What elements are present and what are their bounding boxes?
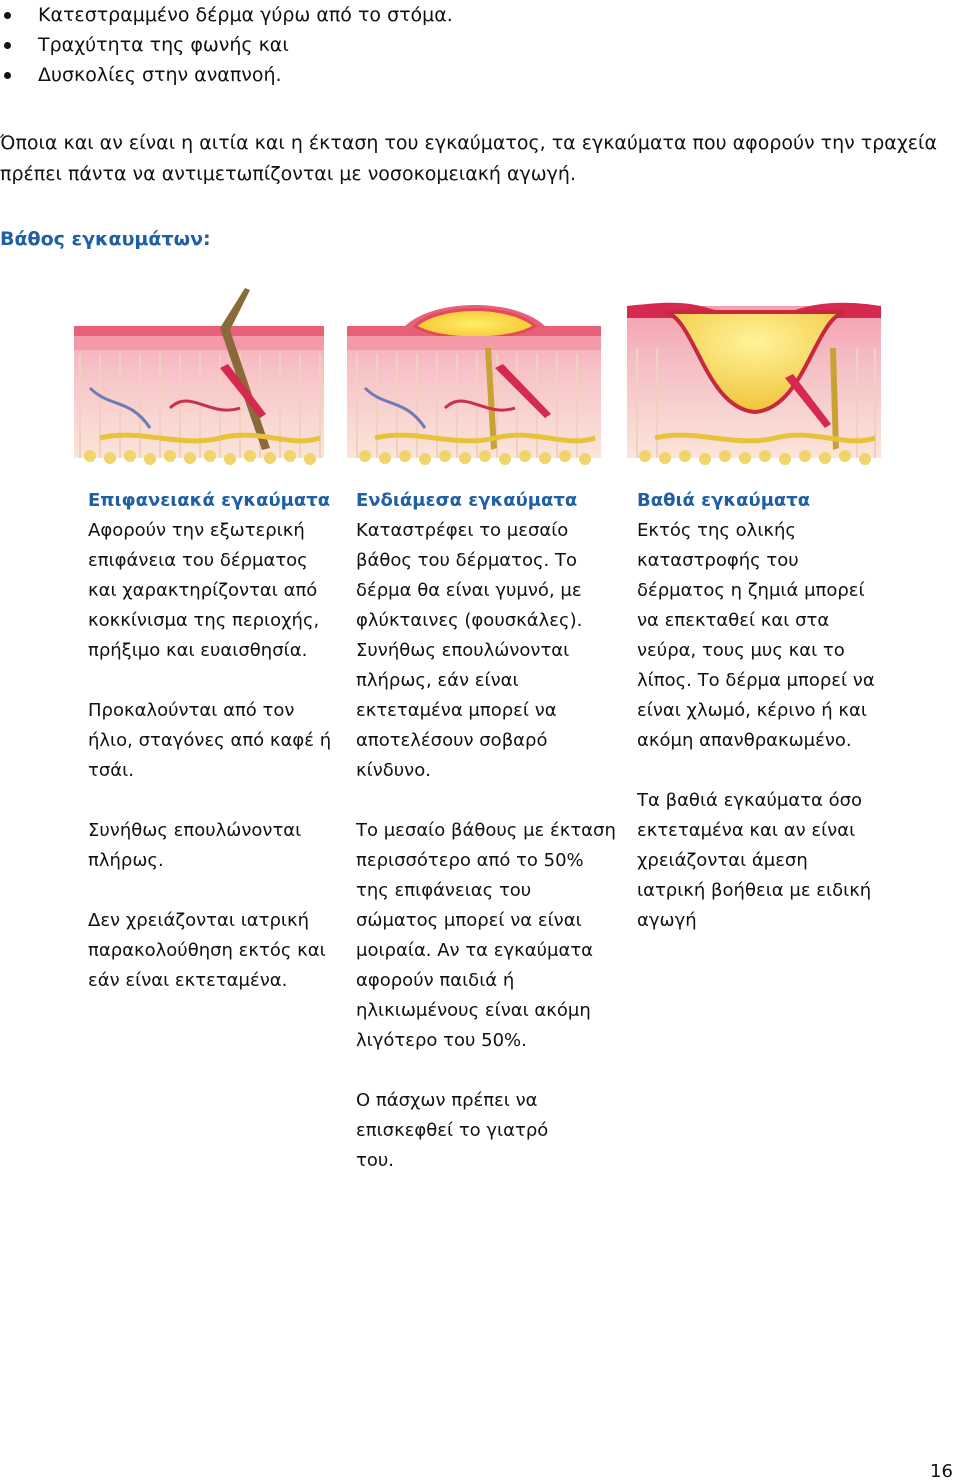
column-paragraph: Εκτός της ολικής καταστροφής του δέρματος η ζημιά μπορεί να επεκταθεί και στα νεύρα, τους μυς και το λίπος. Το δέρμα μπορεί να είναι χλωμό, κέρινο ή και ακόμη απανθρακωμένο. <box>637 520 875 751</box>
skin-full-thickness-burn-illustration <box>625 288 883 470</box>
intro-paragraph: Όποια και αν είναι η αιτία και η έκταση του εγκαύματος, τα εγκαύματα που αφορούν την τραχεία πρέπει πάντα να αντιμετωπίζονται με νοσοκομειακή αγωγή. <box>0 132 938 185</box>
partial-thickness-burns-column <box>356 486 618 1206</box>
page-number: 16 <box>930 1461 953 1482</box>
column-paragraph: Αφορούν την εξωτερική επιφάνεια του δέρματος και χαρακτηρίζονται από κοκκίνισμα της περιοχής, πρήξιμο και ευαισθησία. <box>88 520 320 661</box>
skin-superficial-burn-illustration <box>70 288 328 470</box>
bullet-icon <box>4 42 11 49</box>
list-item-text: Κατεστραμμένο δέρμα γύρω από το στόμα. <box>38 4 453 26</box>
column-paragraph: Καταστρέφει το μεσαίο βάθος του δέρματος. Το δέρμα θα είναι γυμνό, με φλύκταινες (φουσκάλες). Συνήθως επουλώνονται πλήρως, εάν είναι εκτεταμένα μπορεί να αποτελέσουν σοβαρό κίνδυνο. <box>356 520 583 781</box>
symptom-list <box>0 0 453 90</box>
column-title: Βαθιά εγκαύματα <box>637 490 811 511</box>
column-paragraph: Συνήθως επουλώνονται πλήρως. <box>88 820 302 871</box>
column-paragraph: Δεν χρειάζονται ιατρική παρακολούθηση εκτός και εάν είναι εκτεταμένα. <box>88 910 326 991</box>
column-paragraph: Το μεσαίο βάθους με έκταση περισσότερο από το 50% της επιφάνειας του σώματος μπορεί να είναι μοιραία. Αν τα εγκαύματα αφορούν παιδιά ή ηλικιωμένους είναι ακόμη λιγότερο του 50%. <box>356 820 616 1051</box>
bullet-icon <box>4 72 11 79</box>
list-item <box>0 0 453 30</box>
list-item <box>0 30 453 60</box>
bullet-icon <box>4 12 11 19</box>
list-item-text: Τραχύτητα της φωνής και <box>38 34 289 56</box>
column-paragraph: Ο πάσχων πρέπει να επισκεφθεί το γιατρό του. <box>356 1090 549 1171</box>
section-heading: Βάθος εγκαυμάτων: <box>0 228 211 250</box>
list-item <box>0 60 453 90</box>
column-title: Ενδιάμεσα εγκαύματα <box>356 490 578 511</box>
full-thickness-burns-column <box>637 486 877 966</box>
column-title: Επιφανειακά εγκαύματα <box>88 490 331 511</box>
superficial-burns-column <box>88 486 338 1026</box>
column-paragraph: Προκαλούνται από τον ήλιο, σταγόνες από καφέ ή τσάι. <box>88 700 332 781</box>
list-item-text: Δυσκολίες στην αναπνοή. <box>38 64 282 86</box>
skin-partial-thickness-burn-illustration <box>345 288 603 470</box>
column-paragraph: Τα βαθιά εγκαύματα όσο εκτεταμένα και αν είναι χρειάζονται άμεση ιατρική βοήθεια με ειδική αγωγή <box>637 790 872 931</box>
